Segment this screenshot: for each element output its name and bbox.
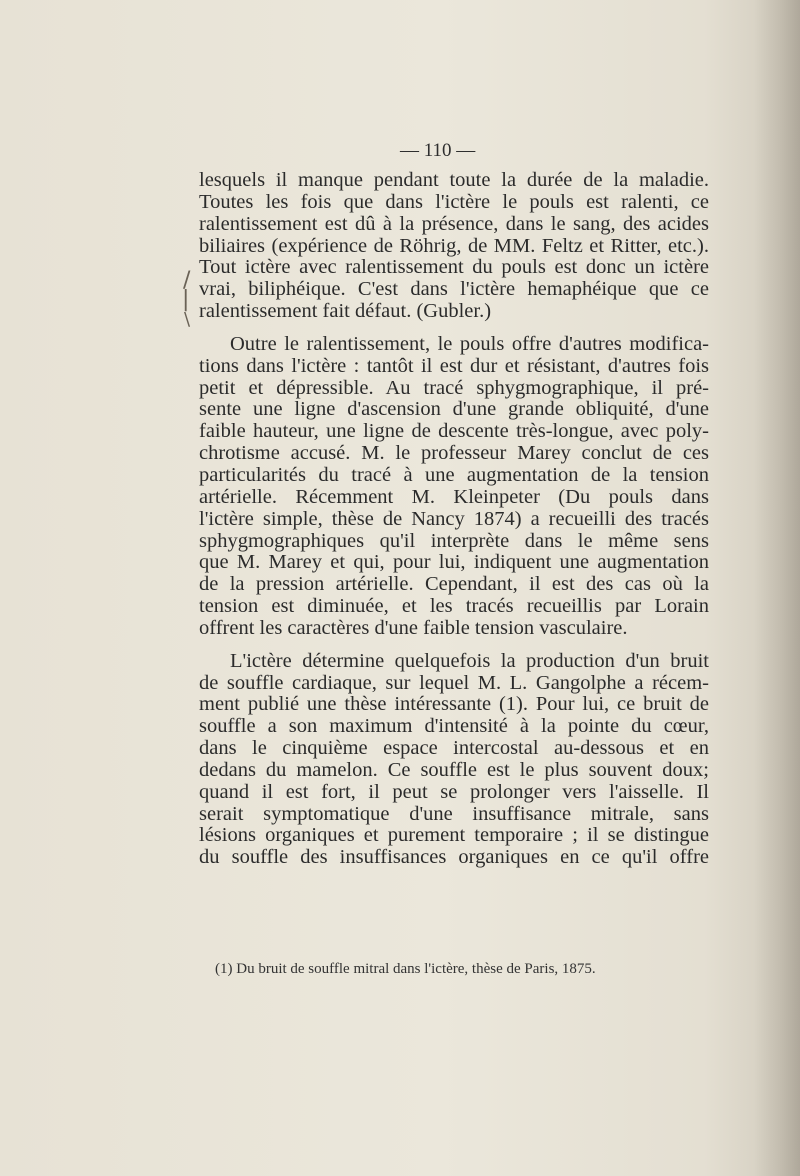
page-number: — 110 — bbox=[400, 140, 476, 161]
page-edge-shadow bbox=[754, 0, 800, 1176]
paragraph-2 bbox=[199, 334, 709, 640]
margin-pencil-mark: \ bbox=[184, 309, 191, 330]
paragraph-3 bbox=[199, 651, 709, 869]
text-line: ralentissement est dû à la présence, dans le sang, des acides bbox=[199, 212, 709, 235]
text-line: sphygmographiques qu'il interprète dans le même sens bbox=[199, 529, 709, 552]
text-line: lésions organiques et purement temporaire ; il se distingue bbox=[199, 824, 709, 847]
text-line: Tout ictère avec ralentissement du pouls est donc un ictère bbox=[199, 256, 709, 279]
margin-pencil-mark: | bbox=[182, 287, 190, 312]
text-line: lesquels il manque pendant toute la durée de la maladie. bbox=[199, 169, 709, 191]
text-line: Toutes les fois que dans l'ictère le pouls est ralenti, ce bbox=[199, 190, 709, 213]
text-line: souffle a son maximum d'intensité à la pointe du cœur, bbox=[199, 715, 709, 738]
text-line: sente une ligne d'ascension d'une grande obliquité, d'une bbox=[199, 398, 709, 421]
text-line: artérielle. Récemment M. Kleinpeter (Du pouls dans bbox=[199, 485, 709, 508]
text-line: petit et dépressible. Au tracé sphygmographique, il pré- bbox=[199, 376, 709, 399]
text-line: offrent les caractères d'une faible tension vasculaire. bbox=[199, 616, 628, 639]
body-text bbox=[199, 170, 709, 869]
text-line: tension est diminuée, et les tracés recueillis par Lorain bbox=[199, 595, 709, 618]
text-line: que M. Marey et qui, pour lui, indiquent une augmentation bbox=[199, 551, 709, 574]
text-line: serait symptomatique d'une insuffisance mitrale, sans bbox=[199, 802, 709, 825]
text-line: biliaires (expérience de Röhrig, de MM. Feltz et Ritter, etc.). bbox=[199, 234, 709, 257]
text-line: dedans du mamelon. Ce souffle est le plus souvent doux; bbox=[199, 758, 709, 781]
text-line: ment publié une thèse intéressante (1). Pour lui, ce bruit de bbox=[199, 693, 709, 716]
text-line: quand il est fort, il peut se prolonger vers l'aisselle. Il bbox=[199, 780, 709, 803]
text-line: tions dans l'ictère : tantôt il est dur et résistant, d'autres fois bbox=[199, 354, 709, 377]
text-line: faible hauteur, une ligne de descente très-longue, avec poly- bbox=[199, 420, 709, 443]
text-line: l'ictère simple, thèse de Nancy 1874) a recueilli des tracés bbox=[199, 507, 709, 530]
footnote: (1) Du bruit de souffle mitral dans l'ictère, thèse de Paris, 1875. bbox=[215, 961, 596, 977]
text-line: du souffle des insuffisances organiques en ce qu'il offre bbox=[199, 846, 709, 869]
text-line: chrotisme accusé. M. le professeur Marey conclut de ces bbox=[199, 442, 709, 465]
text-line: ralentissement fait défaut. (Gubler.) bbox=[199, 300, 492, 323]
text-line: particularités du tracé à une augmentation de la tension bbox=[199, 463, 709, 486]
text-line: Outre le ralentissement, le pouls offre d'autres modifica- bbox=[230, 332, 709, 355]
text-line: de la pression artérielle. Cependant, il est des cas où la bbox=[199, 573, 709, 596]
text-line: L'ictère détermine quelquefois la production d'un bruit bbox=[230, 649, 709, 672]
paragraph-1 bbox=[199, 170, 709, 323]
text-line: de souffle cardiaque, sur lequel M. L. Gangolphe a récem- bbox=[199, 671, 709, 694]
margin-pencil-mark: / bbox=[183, 268, 191, 293]
text-line: dans le cinquième espace intercostal au-dessous et en bbox=[199, 737, 709, 760]
text-line: vrai, biliphéique. C'est dans l'ictère hemaphéique que ce bbox=[199, 278, 709, 301]
